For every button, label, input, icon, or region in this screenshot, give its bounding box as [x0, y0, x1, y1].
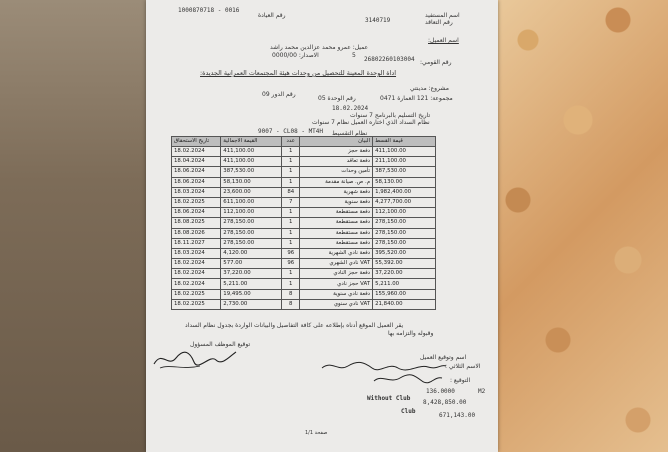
- total-value-cell: 411,100.00: [221, 147, 282, 157]
- header-description: البيان: [300, 137, 373, 147]
- total-value-cell: 4,120.00: [221, 248, 282, 258]
- client-number: 3140719: [365, 17, 391, 24]
- table-row: [172, 147, 436, 157]
- count-cell: 1: [282, 269, 300, 279]
- table-row: [172, 197, 436, 207]
- due-date-cell: 18.02.2024: [172, 259, 221, 269]
- contract-date: 18.02.2024: [332, 105, 369, 112]
- description-cell: دفعة تعاقد: [300, 157, 373, 167]
- total-value-cell: 577.00: [221, 259, 282, 269]
- description-cell: دفعة سنوية: [300, 197, 373, 207]
- total-value-cell: 37,220.00: [221, 269, 282, 279]
- table-row: [172, 208, 436, 218]
- count-cell: 1: [282, 238, 300, 248]
- total-value-cell: 278,150.00: [221, 238, 282, 248]
- count-cell: 1: [282, 279, 300, 289]
- amount-cell: 4,277,700.00: [373, 197, 436, 207]
- due-date-cell: 18.02.2024: [172, 147, 221, 157]
- due-date-cell: 18.02.2024: [172, 269, 221, 279]
- count-cell: 8: [282, 289, 300, 299]
- due-date-cell: 18.03.2024: [172, 248, 221, 258]
- due-date-cell: 18.04.2024: [172, 157, 221, 167]
- top-label: رقم العيادة: [258, 12, 286, 19]
- total-value-cell: 411,100.00: [221, 157, 282, 167]
- without-club-label: Without Club: [367, 395, 411, 402]
- project-name: مشروع: مدينتي: [410, 85, 449, 92]
- due-date-cell: 18.03.2024: [172, 187, 221, 197]
- table-row: [172, 279, 436, 289]
- amount-cell: 278,150.00: [373, 238, 436, 248]
- system-code-label: نظام التقسيط: [332, 130, 368, 137]
- count-cell: 1: [282, 228, 300, 238]
- table-row: [172, 259, 436, 269]
- total-value-cell: 23,600.00: [221, 187, 282, 197]
- description-cell: تأمين وحدات: [300, 167, 373, 177]
- system-code: 9007 - CL08 - MT4H: [258, 128, 324, 135]
- description-cell: دفعة مستقطعة: [300, 238, 373, 248]
- amount-cell: 37,220.00: [373, 269, 436, 279]
- table-row: [172, 228, 436, 238]
- amount-cell: 211,100.00: [373, 157, 436, 167]
- header-count: عدد: [282, 137, 300, 147]
- amount-cell: 1,982,400.00: [373, 187, 436, 197]
- total-value-cell: 278,150.00: [221, 218, 282, 228]
- due-date-cell: 18.02.2025: [172, 289, 221, 299]
- amount-cell: 395,520.00: [373, 248, 436, 258]
- declaration-line-2: وقبوله والتزامه بها: [388, 330, 434, 337]
- area-value: 136.0000: [426, 388, 455, 395]
- national-id-value: 26802260103004: [364, 56, 415, 63]
- due-date-cell: 18.02.2024: [172, 279, 221, 289]
- floor-number: رقم الدور 09: [262, 91, 296, 98]
- delivery-period: تاريخ التسليم بالبرنامج 7 سنوات: [350, 112, 431, 119]
- count-cell: 1: [282, 218, 300, 228]
- total-value-cell: 611,100.00: [221, 197, 282, 207]
- header-amount: قيمة القسط: [373, 137, 436, 147]
- due-date-cell: 18.11.2027: [172, 238, 221, 248]
- payment-schedule-table: [171, 136, 436, 310]
- table-row: [172, 157, 436, 167]
- issue-label: الاصدار: 0000/00: [272, 52, 319, 59]
- total-value-cell: 387,530.00: [221, 167, 282, 177]
- amount-cell: 21,840.00: [373, 299, 436, 309]
- count-cell: 1: [282, 177, 300, 187]
- description-cell: دفعة نادي الشهرية: [300, 248, 373, 258]
- amount-cell: 411,100.00: [373, 147, 436, 157]
- table-row: [172, 299, 436, 309]
- due-date-cell: 18.08.2026: [172, 228, 221, 238]
- table-row: [172, 167, 436, 177]
- total-value-cell: 5,211.00: [221, 279, 282, 289]
- area-unit: M2: [478, 388, 486, 395]
- count-cell: 84: [282, 187, 300, 197]
- signature-label: التوقيع :: [450, 377, 471, 384]
- header-value: القيمة الاجمالية: [221, 137, 282, 147]
- unit-number: رقم الوحدة 05: [318, 95, 356, 102]
- description-cell: دفعة حجز النادي: [300, 269, 373, 279]
- count-cell: 1: [282, 157, 300, 167]
- amount-cell: 278,150.00: [373, 228, 436, 238]
- employee-signature-label: توقيع الموظف المسؤول: [190, 341, 251, 348]
- count-cell: 96: [282, 259, 300, 269]
- description-cell: م. ص. صيانة مقدمة: [300, 177, 373, 187]
- due-date-cell: 18.02.2025: [172, 197, 221, 207]
- count-cell: 96: [282, 248, 300, 258]
- client-signature: [370, 372, 445, 386]
- club-label: Club: [401, 408, 416, 415]
- table-row: [172, 218, 436, 228]
- declaration-line-1: يقر العميل الموقع أدناه بإطلاعه على كافة التفاصيل والبيانات الواردة بجدول نظام السداد: [185, 322, 404, 329]
- total-value-cell: 2,730.00: [221, 299, 282, 309]
- national-id-label: رقم القومي:: [420, 59, 452, 66]
- count-cell: 7: [282, 197, 300, 207]
- client-signature-label: اسم وتوقيع العميل: [420, 354, 467, 361]
- amount-cell: 112,100.00: [373, 208, 436, 218]
- total-value-cell: 19,495.00: [221, 289, 282, 299]
- header-date: تاريخ الاستحقاق: [172, 137, 221, 147]
- background-fabric-right: [498, 0, 668, 452]
- employee-signature: [150, 346, 240, 372]
- description-cell: VAT نادي سنوي: [300, 299, 373, 309]
- count-cell: 1: [282, 167, 300, 177]
- amount-cell: 387,530.00: [373, 167, 436, 177]
- total-value-cell: 112,100.00: [221, 208, 282, 218]
- table-row: [172, 248, 436, 258]
- client-label: رقم التعاقد: [425, 19, 453, 26]
- description-cell: VAT حجز نادي: [300, 279, 373, 289]
- table-row: [172, 269, 436, 279]
- description-cell: دفعة مستقطعة: [300, 208, 373, 218]
- issue-prefix: 5: [352, 52, 356, 59]
- due-date-cell: 18.06.2024: [172, 177, 221, 187]
- amount-cell: 58,130.00: [373, 177, 436, 187]
- description-cell: دفعة نادي سنوية: [300, 289, 373, 299]
- background-fabric-left: [0, 0, 146, 452]
- description-cell: دفعة مستقطعة: [300, 228, 373, 238]
- description-cell: دفعة شهرية: [300, 187, 373, 197]
- page-number: صفحة 1/1: [305, 430, 328, 436]
- without-club-value: 8,428,850.00: [423, 399, 467, 406]
- amount-cell: 155,960.00: [373, 289, 436, 299]
- unit-title: اداة الوحدة المعينة للتحصيل من وحدات هيئة المجتمعات العمرانية الجديدة:: [200, 69, 397, 77]
- top-number: 1000870718 - 0016: [178, 7, 240, 14]
- table-row: [172, 289, 436, 299]
- table-header-row: [172, 137, 436, 147]
- beneficiary-label: اسم المستفيد: [425, 12, 460, 19]
- group-number: مجموعة: 121 العمارة 0471: [380, 95, 453, 102]
- description-cell: دفعة مستقطعة: [300, 218, 373, 228]
- amount-cell: 278,150.00: [373, 218, 436, 228]
- count-cell: 8: [282, 299, 300, 309]
- total-value-cell: 278,150.00: [221, 228, 282, 238]
- club-value: 671,143.00: [439, 412, 476, 419]
- total-value-cell: 58,130.00: [221, 177, 282, 187]
- count-cell: 1: [282, 147, 300, 157]
- description-cell: دفعة حجز: [300, 147, 373, 157]
- due-date-cell: 18.02.2025: [172, 299, 221, 309]
- due-date-cell: 18.06.2024: [172, 167, 221, 177]
- table-row: [172, 238, 436, 248]
- payment-system: نظام السداد الذي اختاره العميل نظام 7 سنوات: [312, 119, 430, 126]
- due-date-cell: 18.08.2025: [172, 218, 221, 228]
- due-date-cell: 18.06.2024: [172, 208, 221, 218]
- description-cell: VAT نادي الشهري: [300, 259, 373, 269]
- amount-cell: 5,211.00: [373, 279, 436, 289]
- count-cell: 1: [282, 208, 300, 218]
- name-value: عميل: عمرو محمد عزالدين محمد راشد: [270, 44, 369, 51]
- name-label: اسم العميل:: [428, 37, 459, 44]
- triple-name-label: الاسم الثلاثي :: [445, 363, 481, 370]
- table-row: [172, 177, 436, 187]
- table-row: [172, 187, 436, 197]
- amount-cell: 55,392.00: [373, 259, 436, 269]
